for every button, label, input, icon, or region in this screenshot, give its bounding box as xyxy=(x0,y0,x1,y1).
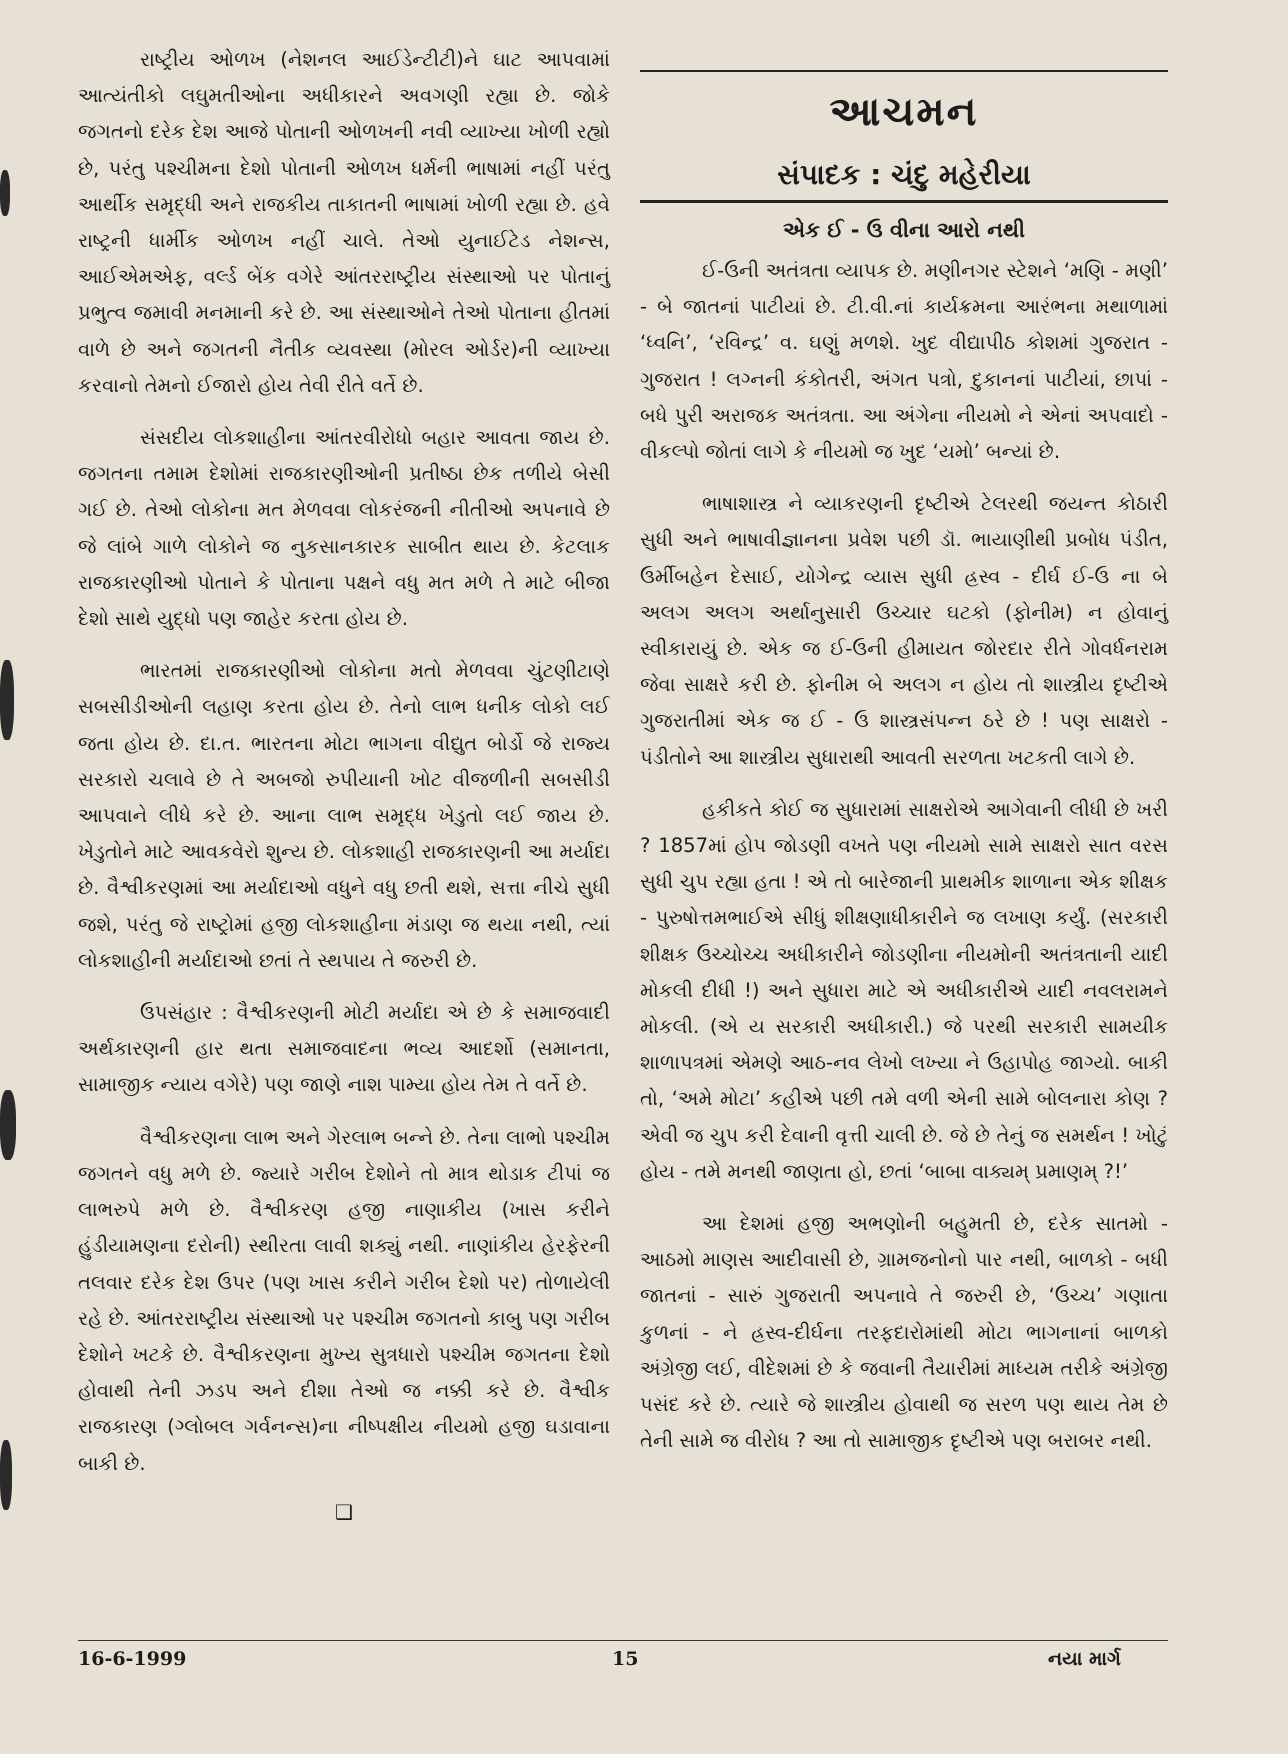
article-paragraph: ભાષાશાસ્ત્ર ને વ્યાકરણની દૃષ્ટીએ ટેલરથી જયન્ત કોઠારી સુધી અને ભાષાવીજ્ઞાનના પ્રવેશ પછી ડૉ. ભાયાણીથી પ્રબોધ પંડીત, ઉર્મીબહેન દેસાઈ, યોગેન્દ્ર વ્યાસ સુધી હ્રસ્વ - દીર્ઘ ઈ-ઉ ના બે અલગ અલગ અર્થાનુસારી ઉચ્ચાર ઘટકો (ફોનીમ) ન હોવાનું સ્વીકારાયું છે. એક જ ઈ-ઉની હીમાયત જોરદાર રીતે ગોવર્ધનરામ જેવા સાક્ષરે કરી છે. ફોનીમ બે અલગ ન હોય તો શાસ્ત્રીય દૃષ્ટીએ ગુજરાતીમાં એક જ ઈ - ઉ શાસ્ત્રસંપન્ન ઠરે છે ! પણ સાક્ષરો - પંડીતોને આ શાસ્ત્રીય સુધારાથી આવતી સરળતા ખટકતી લાગે છે. xyxy=(640,492,1168,769)
masthead-bottom-rule xyxy=(640,200,1168,203)
article-paragraph: વૈશ્વીકરણના લાભ અને ગેરલાભ બન્ને છે. તેના લાભો પશ્ચીમ જગતને વધુ મળે છે. જ્યારે ગરીબ દેશોને તો માત્ર થોડાક ટીપાં જ લાભરુપે મળે છે. વૈશ્વીકરણ હજી નાણાકીય (ખાસ કરીને હુંડીયામણના દરોની) સ્થીરતા લાવી શક્યું નથી. નાણાંકીય હેરફેરની તલવાર દરેક દેશ ઉપર (પણ ખાસ કરીને ગરીબ દેશો પર) તોળાયેલી રહે છે. આંતરરાષ્ટ્રીય સંસ્થાઓ પર પશ્ચીમ જગતનો કાબુ પણ ગરીબ દેશોને ખટકે છે. વૈશ્વીકરણના મુખ્ય સુત્રધારો પશ્ચીમ જગતના દેશો હોવાથી તેની ઝડપ અને દીશા તેઓ જ નક્કી કરે છે. વૈશ્વીક રાજકારણ (ગ્લોબલ ગર્વનન્સ)ના નીષ્પક્ષીય નીયમો હજી ઘડાવાના બાકી છે. xyxy=(78,1125,610,1475)
article-end-mark: ❑ xyxy=(335,1499,353,1524)
article-paragraph: ઉપસંહાર : વૈશ્વીકરણની મોટી મર્યાદા એ છે કે સમાજવાદી અર્થકારણની હાર થતા સમાજવાદના ભવ્ય આદર્શો (સમાનતા, સામાજીક ન્યાય વગેરે) પણ જાણે નાશ પામ્યા હોય તેમ તે વર્તે છે. xyxy=(78,1001,610,1097)
left-column xyxy=(78,42,610,1526)
issue-date: 16-6-1999 xyxy=(78,1648,187,1670)
page-damage-mark xyxy=(0,170,10,216)
page-damage-mark xyxy=(0,1090,16,1160)
page-number: 15 xyxy=(612,1648,639,1670)
right-column xyxy=(640,42,1168,1476)
column-title: આચમન xyxy=(829,89,979,135)
section-heading: એક ઈ - ઉ વીના આરો નથી xyxy=(782,218,1026,242)
footer-rule xyxy=(78,1640,1168,1641)
editor-credit: સંપાદક : ચંદુ મહેરીયા xyxy=(777,158,1031,191)
magazine-name: નયા માર્ગ xyxy=(1048,1648,1121,1670)
article-paragraph: ઈ-ઉની અતંત્રતા વ્યાપક છે. મણીનગર સ્ટેશને ‘મણિ - મણી’ - બે જાતનાં પાટીયાં છે. ટી.વી.નાં કાર્યક્રમના આરંભના મથાળામાં ‘ધ્વનિ’, ‘રવિન્દ્ર’ વ. ઘણું મળશે. ખુદ વીદ્યાપીઠ કોશમાં ગુજરાત - ગુજરાત ! લગ્નની કંકોતરી, અંગત પત્રો, દુકાનનાં પાટીયાં, છાપાં - બધે પુરી અરાજક અતંત્રતા. આ અંગેના નીયમો ને એનાં અપવાદો - વીકલ્પો જોતાં લાગે કે નીયમો જ ખુદ ‘યમો’ બન્યાં છે. xyxy=(640,259,1168,464)
article-paragraph: ભારતમાં રાજકારણીઓ લોકોના મતો મેળવવા ચુંટણીટાણે સબસીડીઓની લહાણ કરતા હોય છે. તેનો લાભ ધનીક લોકો લઈ જતા હોય છે. દા.ત. ભારતના મોટા ભાગના વીદ્યુત બોર્ડો જે રાજ્ય સરકારો ચલાવે છે તે અબજો રુપીયાની ખોટ વીજળીની સબસીડી આપવાને લીધે કરે છે. આના લાભ સમૃદ્ધ ખેડુતો લઈ જાય છે. ખેડુતોને માટે આવકવેરો શુન્ય છે. લોકશાહી રાજકારણની આ મર્યાદા છે. વૈશ્વીકરણમાં આ મર્યાદાઓ વધુને વધુ છતી થશે, સત્તા નીચે સુધી જશે, પરંતુ જે રાષ્ટ્રોમાં હજી લોકશાહીના મંડાણ જ થયા નથી, ત્યાં લોકશાહીની મર્યાદાઓ છતાં તે સ્થપાય તે જરુરી છે. xyxy=(78,659,610,972)
masthead-top-rule xyxy=(640,70,1168,72)
article-paragraph: આ દેશમાં હજી અભણોની બહુમતી છે, દરેક સાતમો - આઠમો માણસ આદીવાસી છે, ગ્રામજનોનો પાર નથી, બાળકો - બધી જાતનાં - સારું ગુજરાતી અપનાવે તે જરુરી છે, ‘ઉચ્ચ’ ગણાતા કુળનાં - ને હ્રસ્વ-દીર્ઘના તરફદારોમાંથી મોટા ભાગનાનાં બાળકો અંગ્રેજી લઈ, વીદેશમાં છે કે જવાની તૈયારીમાં માધ્યમ તરીકે અંગ્રેજી પસંદ કરે છે. ત્યારે જે શાસ્ત્રીય હોવાથી જ સરળ પણ થાય તેમ છે તેની સામે જ વીરોધ ? આ તો સામાજીક દૃષ્ટીએ પણ બરાબર નથી. xyxy=(640,1212,1168,1453)
article-paragraph: સંસદીય લોકશાહીના આંતરવીરોધો બહાર આવતા જાય છે. જગતના તમામ દેશોમાં રાજકારણીઓની પ્રતીષ્ઠા છેક તળીયે બેસી ગઈ છે. તેઓ લોકોના મત મેળવવા લોકરંજની નીતીઓ અપનાવે છે જે લાંબે ગાળે લોકોને જ નુકસાનકારક સાબીત થાય છે. કેટલાક રાજકારણીઓ પોતાને કે પોતાના પક્ષને વધુ મત મળે તે માટે બીજા દેશો સાથે યુદ્ધો પણ જાહેર કરતા હોય છે. xyxy=(78,426,610,631)
article-paragraph: હકીકતે કોઈ જ સુધારામાં સાક્ષરોએ આગેવાની લીધી છે ખરી ? 1857માં હોપ જોડણી વખતે પણ નીયમો સામે સાક્ષરો સાત વરસ સુધી ચુપ રહ્યા હતા ! એ તો બારેજાની પ્રાથમીક શાળાના એક શીક્ષક - પુરુષોત્તમભાઈએ સીધું શીક્ષણાધીકારીને જ લખાણ કર્યું. (સરકારી શીક્ષક ઉચ્ચોચ્ચ અધીકારીને જોડણીના નીયમોની અતંત્રતાની યાદી મોકલી દીધી !) અને સુધારા માટે એ અધીકારીએ યાદી નવલરામને મોકલી. (એ ય સરકારી અધીકારી.) જે પરથી સરકારી સામયીક શાળાપત્રમાં એમણે આઠ-નવ લેખો લખ્યા ને ઉહાપોહ જાગ્યો. બાકી તો, ‘અમે મોટા’ કહીએ પછી તમે વળી એની સામે બોલનારા કોણ ? એવી જ ચુપ કરી દેવાની વૃત્તી ચાલી છે. જે છે તેનું જ સમર્થન ! ખોટું હોય - તમે મનથી જાણતા હો, છતાં ‘બાબા વાક્યમ્ પ્રમાણમ્ ?!’ xyxy=(640,797,1168,1183)
page-damage-mark xyxy=(0,1440,12,1510)
page-damage-mark xyxy=(0,660,14,740)
article-paragraph: રાષ્ટ્રીય ઓળખ (નેશનલ આઈડેન્ટીટી)ને ઘાટ આપવામાં આત્યંતીકો લઘુમતીઓના અધીકારને અવગણી રહ્યા છે. જોકે જગતનો દરેક દેશ આજે પોતાની ઓળખની નવી વ્યાખ્યા ખોળી રહ્યો છે, પરંતુ પશ્ચીમના દેશો પોતાની ઓળખ ધર્મની ભાષામાં નહીં પરંતુ આર્થીક સમૃદ્ધી અને રાજકીય તાકાતની ભાષામાં ખોળી રહ્યા છે. હવે રાષ્ટ્રની ધાર્મીક ઓળખ નહીં ચાલે. તેઓ યુનાઈટેડ નેશન્સ, આઈએમએફ, વર્લ્ડ બેંક વગેરે આંતરરાષ્ટ્રીય સંસ્થાઓ પર પોતાનું પ્રભુત્વ જમાવી મનમાની કરે છે. આ સંસ્થાઓને તેઓ પોતાના હીતમાં વાળે છે અને જગતની નૈતીક વ્યવસ્થા (મોરલ ઓર્ડર)ની વ્યાખ્યા કરવાનો તેમનો ઈજારો હોય તેવી રીતે વર્તે છે. xyxy=(78,48,610,397)
